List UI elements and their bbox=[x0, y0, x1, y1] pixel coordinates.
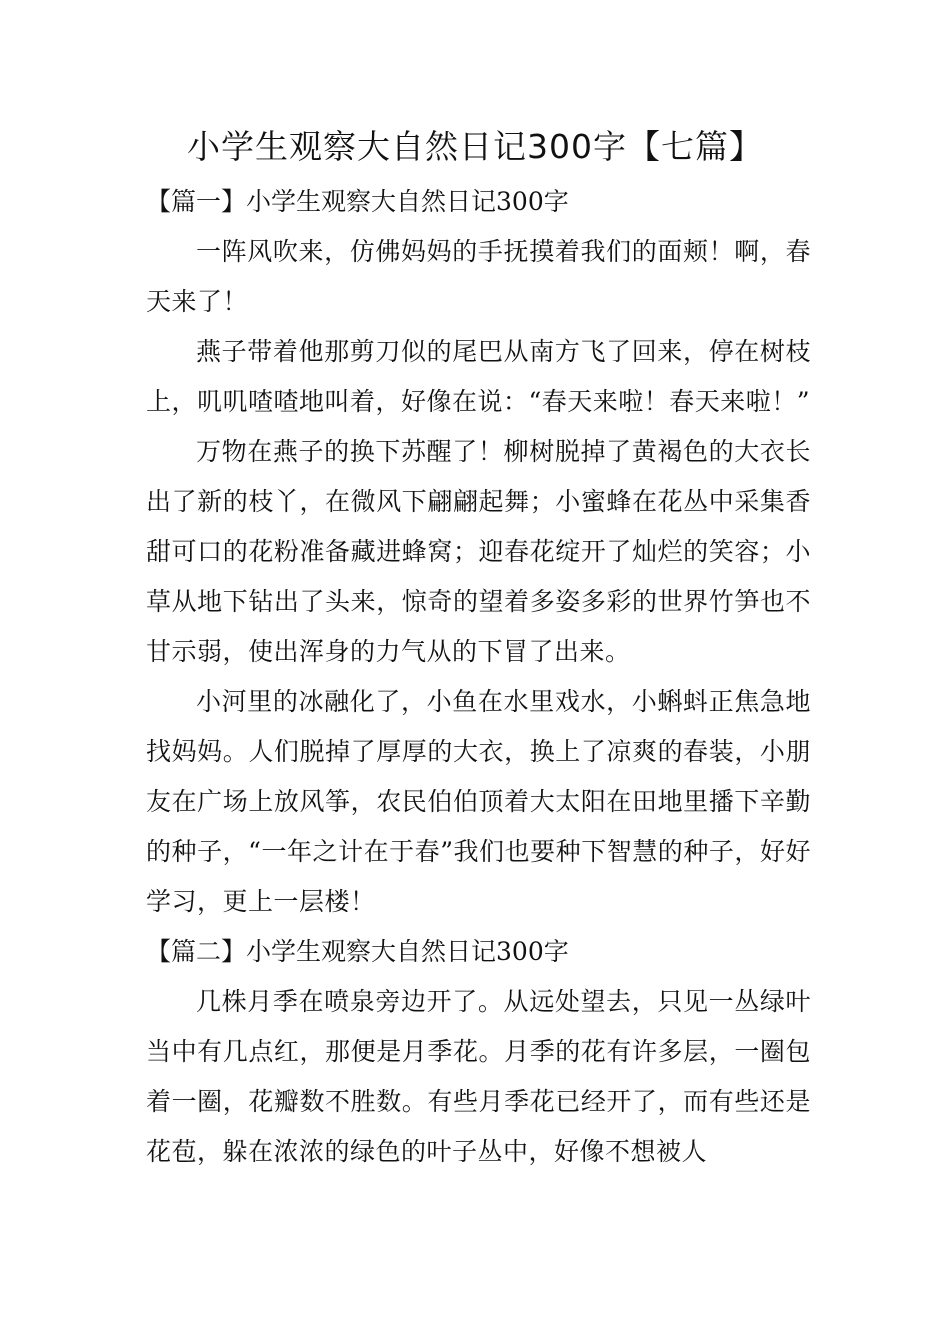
section-heading: 【篇二】小学生观察大自然日记300字 bbox=[146, 937, 569, 966]
paragraph: 燕子带着他那剪刀似的尾巴从南方飞了回来，停在树枝上，叽叽喳喳地叫着，好像在说：“春天来啦！春天来啦！” bbox=[146, 337, 811, 416]
section-1 bbox=[146, 177, 811, 927]
paragraph: 几株月季在喷泉旁边开了。从远处望去，只见一丛绿叶当中有几点红，那便是月季花。月季的花有许多层，一圈包着一圈，花瓣数不胜数。有些月季花已经开了，而有些还是花苞，躲在浓浓的绿色的叶子丛中，好像不想被人 bbox=[146, 987, 811, 1166]
paragraph: 一阵风吹来，仿佛妈妈的手抚摸着我们的面颊！啊，春天来了！ bbox=[146, 237, 811, 316]
document-body bbox=[146, 177, 811, 1177]
paragraph: 万物在燕子的换下苏醒了！柳树脱掉了黄褐色的大衣长出了新的枝丫，在微风下翩翩起舞；小蜜蜂在花丛中采集香甜可口的花粉准备藏进蜂窝；迎春花绽开了灿烂的笑容；小草从地下钻出了头来，惊奇的望着多姿多彩的世界竹笋也不甘示弱，使出浑身的力气从的下冒了出来。 bbox=[146, 437, 811, 666]
document-title: 小学生观察大自然日记300字【七篇】 bbox=[187, 127, 763, 166]
section-2 bbox=[146, 927, 811, 1177]
paragraph: 小河里的冰融化了，小鱼在水里戏水，小蝌蚪正焦急地找妈妈。人们脱掉了厚厚的大衣，换上了凉爽的春装，小朋友在广场上放风筝，农民伯伯顶着大太阳在田地里播下辛勤的种子，“一年之计在于春”我们也要种下智慧的种子，好好学习，更上一层楼！ bbox=[146, 687, 811, 916]
section-heading: 【篇一】小学生观察大自然日记300字 bbox=[146, 187, 569, 216]
